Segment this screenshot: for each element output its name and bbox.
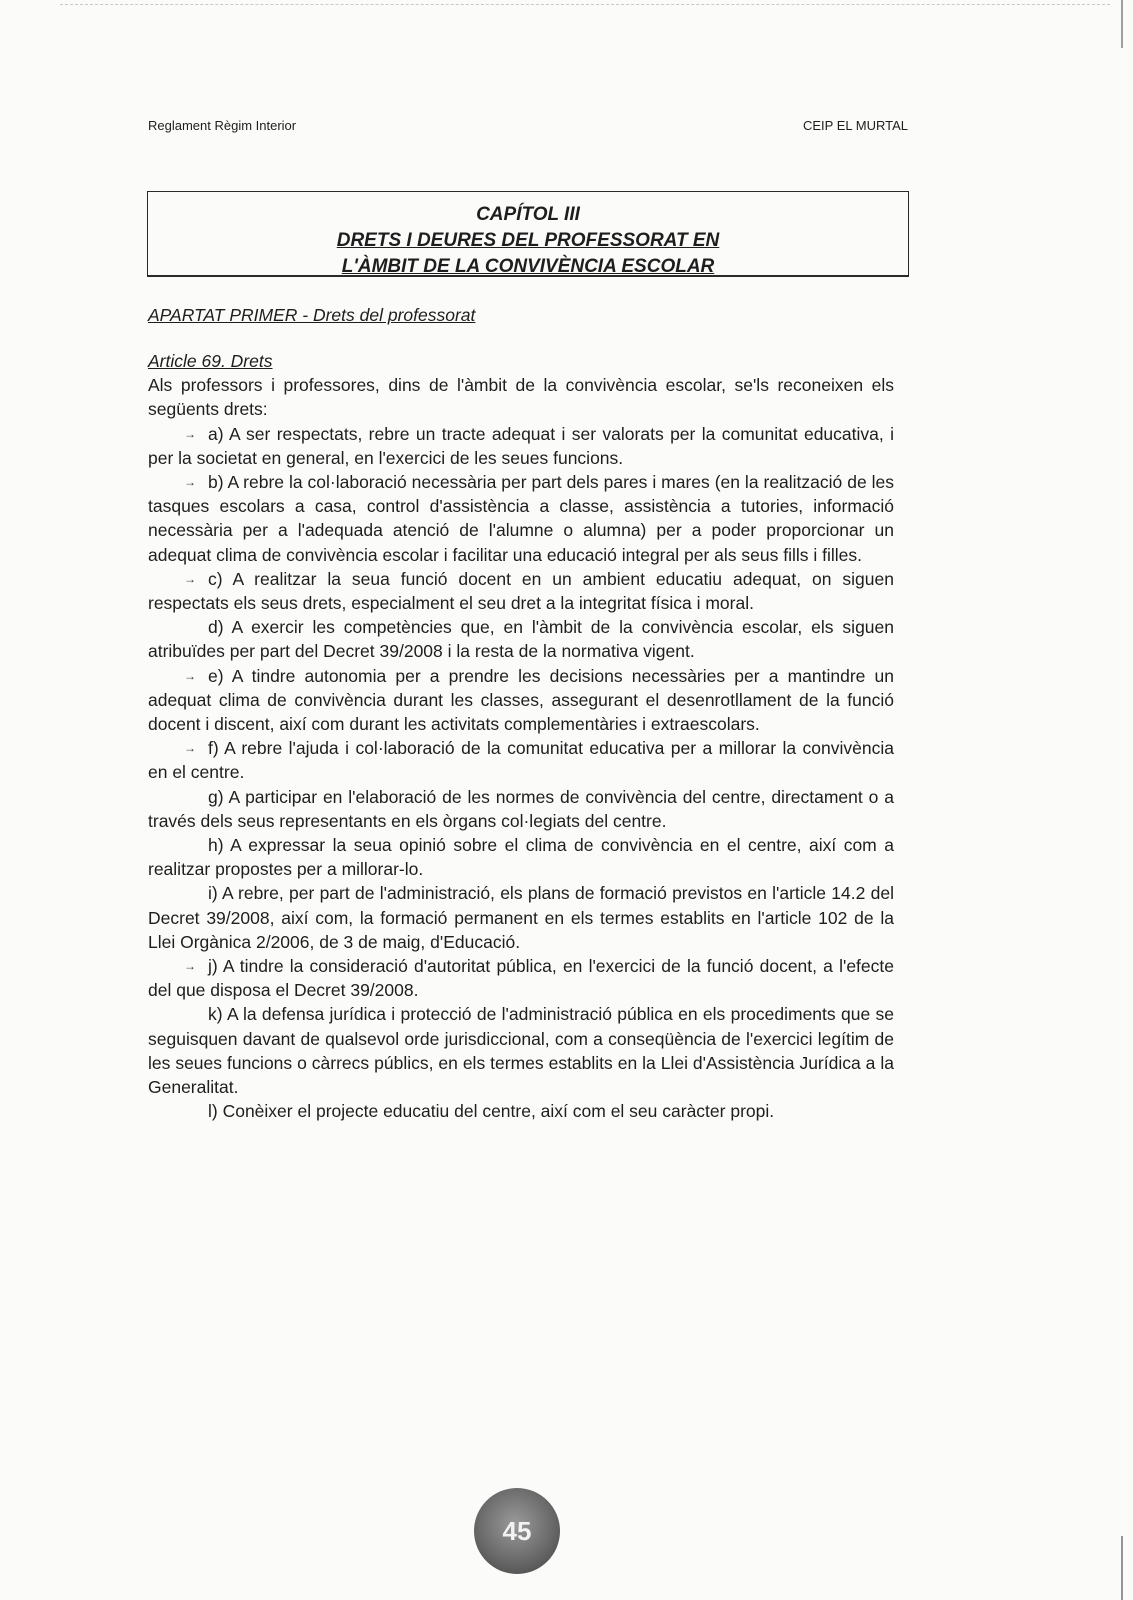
chapter-title-box [147,191,909,277]
rights-list-item [148,1099,894,1123]
running-header [148,118,908,133]
rights-list-item-text: l) Conèixer el projecte educatiu del centre, així com el seu caràcter propi. [208,1101,775,1122]
arrow-right-icon: → [184,741,196,756]
chapter-number: CAPÍTOL III [476,204,580,225]
rights-list-item-text: f) A rebre l'ajuda i col·laboració de la comunitat educativa per a millorar la convivència en el centre. [148,738,894,783]
rights-list-item [148,881,894,954]
rights-list-item [148,736,894,784]
header-left: Reglament Règim Interior [148,118,297,133]
rights-list-item-text: g) A participar en l'elaboració de les normes de convivència del centre, directament o a través dels seus representants en els òrgans col·legiats del centre. [148,786,894,831]
rights-list-item-text: e) A tindre autonomia per a prendre les decisions necessàries per a mantindre un adequat clima de convivència durant les classes, assegurant el desenrotllament de la funció docent i discent, així com durant les activitats complementàries i extraescolars. [148,665,894,735]
scan-border-right [1121,0,1123,1600]
arrow-right-icon: → [184,426,196,441]
rights-list-item-text: d) A exercir les competències que, en l'àmbit de la convivència escolar, els siguen atribuïdes per part del Decret 39/2008 i la resta de la normativa vigent. [148,617,894,662]
header-right: CEIP EL MURTAL [803,118,908,133]
scan-border-top [60,4,1110,5]
arrow-right-icon: → [184,959,196,974]
rights-list-item [148,1002,894,1099]
rights-list-item-text: h) A expressar la seua opinió sobre el clima de convivència en el centre, així com a realitzar propostes per a millorar-lo. [148,835,894,880]
rights-list-item [148,422,894,470]
rights-list-item [148,470,894,567]
rights-list-item [148,615,894,663]
article-intro: Als professors i professores, dins de l'àmbit de la convivència escolar, se'ls reconeixen els següents drets: [148,375,894,420]
page-number-badge: 45 [474,1488,560,1574]
article-body [148,349,894,1124]
rights-list-item-text: i) A rebre, per part de l'administració, els plans de formació previstos en l'article 14.2 del Decret 39/2008, així com, la formació permanent en els termes establits en l'article 102 de la Llei Orgànica 2/2006, de 3 de maig, d'Educació. [148,883,894,952]
chapter-title-line-2: L'ÀMBIT DE LA CONVIVÈNCIA ESCOLAR [341,256,715,277]
rights-list-item-text: k) A la defensa jurídica i protecció de l'administració pública en els procediments que se seguisquen davant de qualsevol orde jurisdiccional, com a conseqüència de l'exercici legítim de les seues funcions o càrrecs públics, en els termes establits en la Llei d'Assistència Jurídica a la Generalitat. [148,1004,894,1098]
arrow-right-icon: → [184,668,196,683]
rights-list-item [148,567,894,615]
rights-list [148,422,894,1124]
rights-list-item-text: c) A realitzar la seua funció docent en un ambient educatiu adequat, on siguen respectats els seus drets, especialment el seu dret a la integritat física i moral. [148,568,894,614]
rights-list-item [148,664,894,737]
arrow-right-icon: → [184,475,196,490]
rights-list-item-text: j) A tindre la consideració d'autoritat pública, en l'exercici de la funció docent, a l'efecte del que disposa el Decret 39/2008. [148,956,894,1001]
rights-list-item-text: b) A rebre la col·laboració necessària per part dels pares i mares (en la realització de les tasques escolars a casa, control d'assistència a classe, assistència a tutories, informació necessària per a l'adequada atenció de l'alumne o alumna) per a poder proporcionar un adequat clima de convivència escolar i facilitar una educació integral per als seus fills i filles. [148,472,894,565]
rights-list-item [148,954,894,1002]
rights-list-item-text: a) A ser respectats, rebre un tracte adequat i ser valorats per la comunitat educativa, i per la societat en general, en l'exercici de les seues funcions. [148,423,894,468]
section-title: APARTAT PRIMER - Drets del professorat [148,305,476,325]
rights-list-item [148,833,894,881]
rights-list-item [148,785,894,833]
article-title: Article 69. Drets [148,351,273,371]
arrow-right-icon: → [184,571,196,586]
chapter-title-line-1: DRETS I DEURES DEL PROFESSORAT EN [336,230,720,251]
